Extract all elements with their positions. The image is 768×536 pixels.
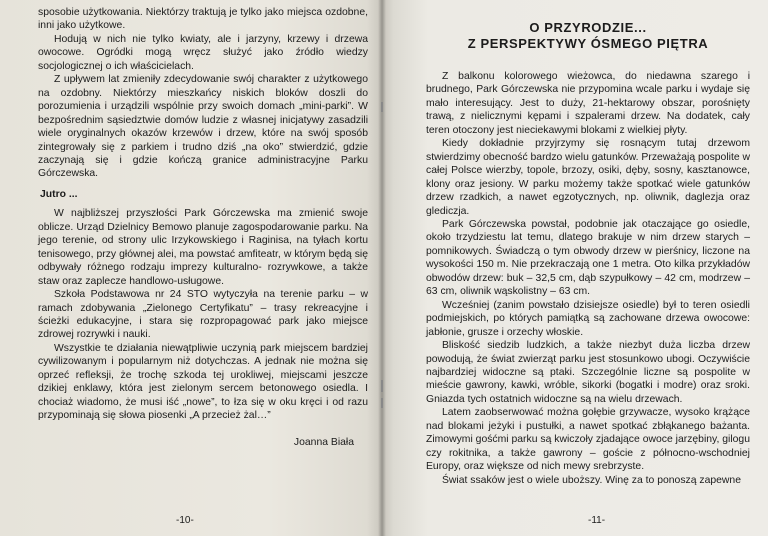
staple-mark-middle xyxy=(381,380,383,392)
article-title-line-2: Z PERSPEKTYWY ÓSMEGO PIĘTRA xyxy=(467,36,709,51)
right-paragraph-6: Latem zaobserwować można gołębie grzywacze, wysoko krążące nad blokami jeżyki i pustułki, a nawet spotkać zbłąkanego bażanta. Zimowymi gośćmi parku są kwiczoły zjadające owoce jarzębiny, gilogu czy rokitnika, a także gawrony – goście z północno-wschodniej Europy, oraz większe od nich mewy srebrzyste. xyxy=(426,407,750,473)
left-paragraph-1: sposobie użytkowania. Niektórzy traktują je tylko jako miejsca ozdobne, inni jako użytkowe. xyxy=(38,7,368,32)
book-spine-gutter xyxy=(378,0,386,536)
right-paragraph-7: Świat ssaków jest o wiele uboższy. Winę za to ponoszą zapewne xyxy=(442,474,741,486)
staple-mark-bottom xyxy=(381,398,383,408)
right-page xyxy=(382,0,768,536)
author-signature: Joanna Biała xyxy=(293,436,354,448)
right-page-number: -11- xyxy=(588,515,606,526)
article-title-line-1: O PRZYRODZIE... xyxy=(529,20,647,35)
right-paragraph-5: Bliskość siedzib ludzkich, a także niezbyt duża liczba drzew powodują, że świat zwierząt parku jest stosunkowo ubogi. Oczywiście najbardziej widoczne są ptaki. Szczególnie liczne są pospolite w mieście gawrony, kawki, wróble, sikorki (bogatki i modre) oraz sroki. Gniazda tych ostatnich widoczne są na wielu drzewach. xyxy=(426,340,750,405)
right-paragraph-3: Park Górczewska powstał, podobnie jak otaczające go osiedle, około trzydziestu lat temu, dlatego brakuje w nim drzew starych – pomnikowych. Świadczą o tym obwody drzew w pierśnicy, liczone na wysokości 150 m. Nie przekraczają one 1 metra. Oto kilka przykładów obwodów drzew: buk – 32,5 cm, dąb szypułkowy – 42 cm, modrzew – 63 cm, oliwnik wąskolistny – 63 cm. xyxy=(426,218,750,298)
right-paragraph-4: Wcześniej (zanim powstało dzisiejsze osiedle) był to teren osiedli podmiejskich, po których pamiątką są zachowane drzewa owocowe: jabłonie, grusze i orzechy włoskie. xyxy=(426,299,750,338)
right-paragraph-2: Kiedy dokładnie przyjrzymy się rosnącym tutaj drzewom stwierdzimy obecność bardzo wielu gatunków. Przeważają pospolite w całej Polsce wierzby, topole, brzozy, osiki, dęby, sosny, kasztanowce, klony oraz jesiony. W parku możemy także spotkać wiele gatunków drzew rzadkich, a nawet egzotycznych, np. oliwnik, daglezja oraz glediczja. xyxy=(426,138,751,217)
left-paragraph-4: W najbliższej przyszłości Park Górczewska ma zmienić swoje oblicze. Urząd Dzielnicy Bemowo planuje zagospodarowanie parku. Na jego terenie, od strony ulic Irzykowskiego i Raginisa, na tyłach kortu tenisowego, przy głównej alei, ma powstać amfiteatr, w którym będą się odbywały różnego rodzaju imprezy kulturalno- rozrywkowe, a także staw oraz zaplecze handlowo-usługowe. xyxy=(38,208,368,287)
section-subheading: Jutro ... xyxy=(40,188,78,200)
left-paragraph-2: Hodują w nich nie tylko kwiaty, ale i jarzyny, krzewy i drzewa owocowe. Ogródki mogą wręcz służyć jako źródło wiedzy socjologicznej o ich właścicielach. xyxy=(38,33,368,72)
left-paragraph-3: Z upływem lat zmieniły zdecydowanie swój charakter z użytkowego na ozdobny. Niektórzy mieszkańcy niskich bloków doszli do porozumienia i urządzili wspólnie przy swoich domach „mini-parki”. W bezpośrednim sąsiedztwie domów ludzie z własnej inicjatywy zasadzili wiele oryginalnych okazów krzewów i drzew, które na swój sposób zintegrowały się z parkiem i trudno dziś „na oko” stwierdzić, gdzie zaczynają się i gdzie kończą granice administracyjne Parku Górczewska. xyxy=(38,74,368,180)
left-paragraph-5: Szkoła Podstawowa nr 24 STO wytyczyła na terenie parku – w ramach zdobywania „Zielonego Certyfikatu” – trasy rekreacyjne i ścieżki edukacyjne, i stara się rozpropagować park jako miejsce zdrowej rozrywki i nauki. xyxy=(38,289,368,341)
right-paragraph-1: Z balkonu kolorowego wieżowca, do niedawna szarego i brudnego, Park Górczewska nie przypomina wcale parku i wydaje się mało interesujący. Jest to duży, 21-hektarowy obszar, porośnięty trawą, z nielicznymi kępami i szpalerami drzew. Na dodatek, cały teren otoczony jest nieciekawymi blokami z wielkiej płyty. xyxy=(426,71,750,136)
left-page xyxy=(0,0,382,536)
staple-mark-top xyxy=(381,102,383,112)
left-paragraph-6: Wszystkie te działania niewątpliwie uczynią park miejscem bardziej cywilizowanym i popularnym niż dotychczas. A jednak nie można się oprzeć refleksji, że trochę szkoda tej urokliwej, miejscami jeszcze dzikiej enklawy, która jest zielonym sercem betonowego osiedla. I chociaż wiadomo, że musi iść „nowe”, to łza się w oku kręci i od razu przypominają się słowa piosenki „A przecież żal…” xyxy=(38,342,368,422)
left-page-number: -10- xyxy=(176,515,194,526)
